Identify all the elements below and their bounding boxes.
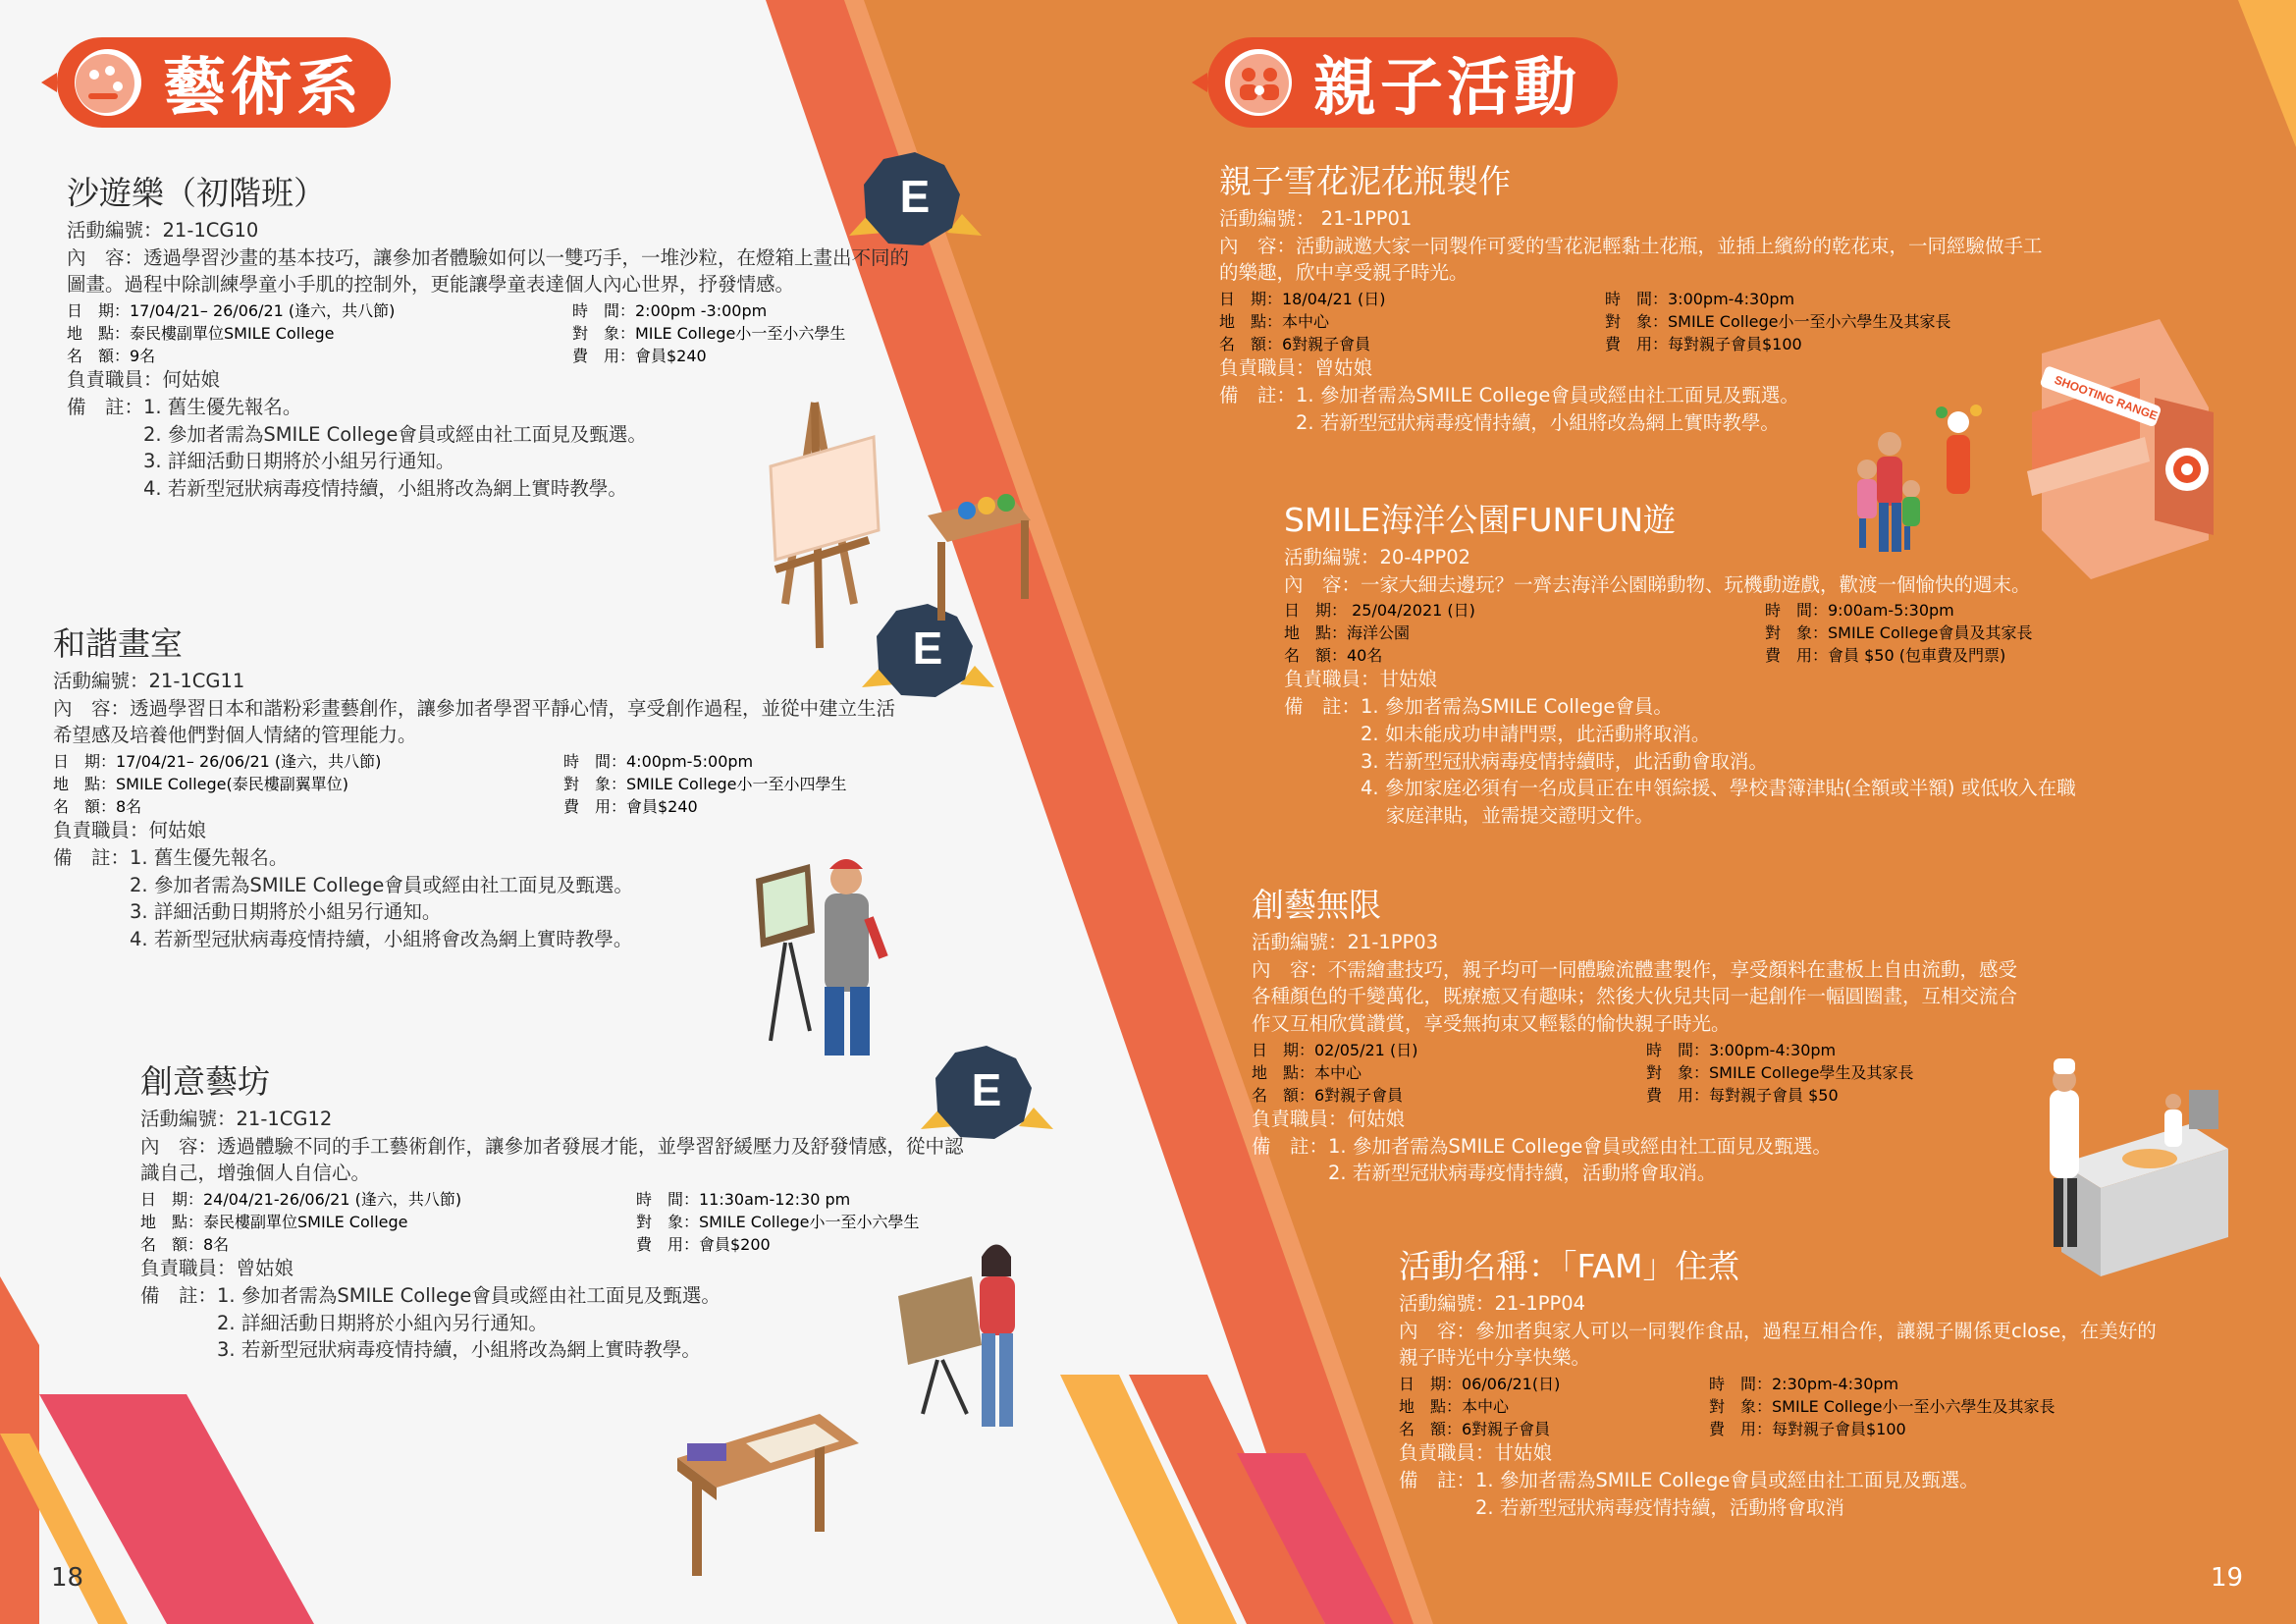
- activity-quota: 名 額：6對親子會員: [1252, 1085, 1404, 1105]
- activity-quota: 名 額：40名: [1284, 646, 1383, 666]
- activity-note: 家庭津貼，並需提交證明文件。: [1361, 803, 1654, 827]
- activity-staff: 負責職員：何姑娘: [67, 368, 221, 392]
- activity-venue: 地 點：SMILE College(泰民樓副翼單位): [53, 775, 348, 794]
- activity-date: 日 期：24/04/21-26/06/21 (逢六，共八節): [140, 1190, 462, 1210]
- activity-title: 和諧畫室: [53, 624, 183, 663]
- page-number-left: 18: [51, 1563, 84, 1593]
- activity-code: 活動編號：21-1PP04: [1399, 1292, 1586, 1315]
- activity-note: 3. 詳細活動日期將於小組另行通知。: [130, 900, 442, 924]
- activity-content-line: 希望感及培養他們對個人情緒的管理能力。: [53, 724, 417, 747]
- activity-code: 活動編號：21-1CG12: [140, 1108, 333, 1130]
- activity-title: 創意藝坊: [140, 1062, 270, 1101]
- activity-target: 對 象：MILE College小一至小六學生: [572, 324, 846, 344]
- activity-code: 活動編號：20-4PP02: [1284, 546, 1471, 568]
- activity-code: 活動編號：21-1CG11: [53, 670, 245, 692]
- activity-target: 對 象：SMILE College小一至小六學生及其家長: [1709, 1397, 2056, 1417]
- activity-time: 時 間：2:00pm -3:00pm: [572, 301, 768, 321]
- activity-time: 時 間：3:00pm-4:30pm: [1646, 1040, 1837, 1059]
- activity-content-line: 內 容：不需繪畫技巧，親子均可一同體驗流體畫製作，享受顏料在畫板上自由流動，感受: [1252, 957, 2018, 981]
- activity-title: SMILE海洋公園FUNFUN遊: [1284, 501, 1677, 539]
- activity-quota: 名 額：9名: [67, 347, 156, 366]
- activity-notes-label: 備 註：: [140, 1283, 218, 1307]
- activity-venue: 地 點：泰民樓副單位SMILE College: [67, 324, 335, 344]
- activity-note: 2. 參加者需為SMILE College會員或經由社工面見及甄選。: [130, 873, 633, 896]
- activity-note: 1. 參加者需為SMILE College會員。: [1361, 695, 1673, 719]
- svg-text:E: E: [899, 171, 931, 222]
- activity-content-line: 內 容：參加者與家人可以一同製作食品，過程互相合作，讓親子關係更close，在美好的: [1399, 1319, 2157, 1342]
- activity-content-line: 親子時光中分享快樂。: [1399, 1346, 1591, 1370]
- activity-title: 創藝無限: [1252, 886, 1381, 924]
- activity-fee: 費 用：會員$240: [572, 347, 707, 366]
- activity-note: 2. 若新型冠狀病毒疫情持續，小組將改為網上實時教學。: [1296, 410, 1780, 434]
- svg-text:E: E: [912, 623, 943, 674]
- activity-code: 活動編號：21-1CG10: [67, 219, 259, 242]
- activity-quota: 名 額：6對親子會員: [1399, 1420, 1551, 1439]
- activity-date: 日 期：17/04/21– 26/06/21 (逢六，共八節): [67, 301, 396, 321]
- activity-content-line: 內 容：透過體驗不同的手工藝術創作，讓參加者發展才能，並學習舒緩壓力及舒發情感，從中認: [140, 1134, 964, 1158]
- activity-quota: 名 額：8名: [140, 1235, 230, 1255]
- activity-notes-label: 備 註：: [1399, 1468, 1476, 1491]
- activity-title: 沙遊樂（初階班）: [67, 174, 326, 212]
- activity-note: 3. 若新型冠狀病毒疫情持續時，此活動會取消。: [1361, 749, 1768, 773]
- activity-content-line: 各種顏色的千變萬化，既療癒又有趣味；然後大伙兒共同一起創作一幅圓圈畫，互相交流合: [1252, 985, 2018, 1008]
- activity-code: 活動編號：21-1PP03: [1252, 931, 1439, 953]
- activity-quota: 名 額：8名: [53, 797, 142, 817]
- activity-venue: 地 點：本中心: [1252, 1062, 1362, 1082]
- activity-ocean-park-trip: [1284, 499, 2076, 830]
- activity-date: 日 期：18/04/21 (日): [1219, 290, 1386, 309]
- activity-content-line: 內 容：一家大細去邊玩？一齊去海洋公園睇動物、玩機動遊戲，歡渡一個愉快的週末。: [1284, 572, 2031, 596]
- activity-staff: 負責職員：曾姑娘: [1219, 356, 1373, 380]
- activity-notes-label: 備 註：: [1284, 695, 1362, 719]
- activity-note: 2. 若新型冠狀病毒疫情持續，活動將會取消。: [1328, 1162, 1717, 1185]
- activity-note: 2. 若新型冠狀病毒疫情持續，活動將會取消: [1475, 1495, 1844, 1519]
- activity-venue: 地 點：泰民樓副單位SMILE College: [140, 1213, 408, 1232]
- activity-staff: 負責職員：曾姑娘: [140, 1257, 294, 1280]
- activity-venue: 地 點：本中心: [1399, 1397, 1510, 1417]
- activity-time: 時 間：2:30pm-4:30pm: [1709, 1375, 1899, 1394]
- family-section-title: 親子活動: [1313, 52, 1580, 125]
- activity-staff: 負責職員：甘姑娘: [1284, 668, 1438, 691]
- activity-note: 4. 若新型冠狀病毒疫情持續，小組將會改為網上實時教學。: [130, 927, 633, 950]
- activity-time: 時 間：9:00am-5:30pm: [1765, 601, 1954, 621]
- activity-notes-label: 備 註：: [1219, 383, 1297, 406]
- activity-staff: 負責職員：甘姑娘: [1399, 1441, 1553, 1465]
- activity-content-line: 內 容：活動誠邀大家一同製作可愛的雪花泥輕黏土花瓶，並插上繽紛的乾花束，一同經驗做手工: [1219, 234, 2043, 257]
- activity-note: 1. 參加者需為SMILE College會員或經由社工面見及甄選。: [1296, 383, 1799, 406]
- activity-notes-label: 備 註：: [67, 395, 144, 418]
- activity-creative-unlimited: [1252, 884, 2017, 1187]
- activity-target: 對 象：SMILE College小一至小四學生: [563, 775, 847, 794]
- activity-target: 對 象：SMILE College小一至小六學生: [636, 1213, 920, 1232]
- activity-staff: 負責職員：何姑娘: [1252, 1107, 1406, 1130]
- activity-note: 4. 若新型冠狀病毒疫情持續，小組將改為網上實時教學。: [143, 476, 627, 500]
- activity-content-line: 圖畫。過程中除訓練學童小手肌的控制外，更能讓學童表達個人內心世界，抒發情感。: [67, 273, 795, 297]
- activity-fee: 費 用：每對親子會員$100: [1709, 1420, 1906, 1439]
- activity-title: 親子雪花泥花瓶製作: [1219, 162, 1511, 200]
- activity-content-line: 內 容：透過學習日本和諧粉彩畫藝創作，讓參加者學習平靜心情，享受創作過程，並從中建立生活: [53, 696, 896, 720]
- activity-venue: 地 點：海洋公園: [1284, 623, 1411, 643]
- activity-date: 日 期：17/04/21– 26/06/21 (逢六，共八節): [53, 752, 382, 772]
- activity-venue: 地 點：本中心: [1219, 312, 1330, 332]
- shooting-range-sign: SHOOTING RANGE: [2052, 372, 2160, 423]
- activity-target: 對 象：SMILE College學生及其家長: [1646, 1062, 1914, 1082]
- activity-note: 1. 參加者需為SMILE College會員或經由社工面見及甄選。: [1475, 1468, 1979, 1491]
- activity-fam-cooking: [1399, 1245, 2157, 1521]
- activity-title: 活動名稱：「FAM」住煮: [1399, 1247, 1740, 1285]
- page-number-right: 19: [2211, 1563, 2244, 1593]
- activity-note: 1. 舊生優先報名。: [130, 845, 289, 869]
- activity-time: 時 間：4:00pm-5:00pm: [563, 752, 754, 772]
- activity-time: 時 間：3:00pm-4:30pm: [1605, 290, 1795, 309]
- activity-note: 1. 參加者需為SMILE College會員或經由社工面見及甄選。: [1328, 1134, 1832, 1158]
- activity-note: 2. 如未能成功申請門票，此活動將取消。: [1361, 722, 1711, 745]
- svg-text:E: E: [971, 1064, 1002, 1115]
- activity-date: 日 期：06/06/21(日): [1399, 1375, 1561, 1394]
- activity-date: 日 期： 25/04/2021 (日): [1284, 601, 1475, 621]
- activity-note: 1. 舊生優先報名。: [143, 395, 302, 418]
- activity-target: 對 象：SMILE College小一至小六學生及其家長: [1605, 312, 1951, 332]
- activity-content-line: 內 容：透過學習沙畫的基本技巧，讓參加者體驗如何以一雙巧手，一堆沙粒，在燈箱上畫出不同的: [67, 245, 910, 269]
- activity-fee: 費 用：會員$200: [636, 1235, 771, 1255]
- art-section-title: 藝術系: [163, 52, 363, 125]
- activity-fee: 費 用：每對親子會員$100: [1605, 335, 1802, 354]
- activity-fee: 費 用：每對親子會員 $50: [1646, 1085, 1839, 1105]
- activity-note: 2. 詳細活動日期將於小組內另行通知。: [217, 1311, 548, 1334]
- activity-fee: 費 用：會員$240: [563, 797, 698, 817]
- activity-snow-clay-vase: [1219, 160, 2043, 436]
- activity-content-line: 的樂趣，欣中享受親子時光。: [1219, 261, 1468, 285]
- activity-quota: 名 額：6對親子會員: [1219, 335, 1371, 354]
- activity-date: 日 期：02/05/21 (日): [1252, 1040, 1418, 1059]
- activity-note: 3. 若新型冠狀病毒疫情持續，小組將改為網上實時教學。: [217, 1338, 701, 1362]
- activity-code: 活動編號： 21-1PP01: [1219, 207, 1413, 230]
- activity-staff: 負責職員：何姑娘: [53, 819, 207, 842]
- activity-note: 3. 詳細活動日期將於小組另行通知。: [143, 450, 455, 473]
- activity-notes-label: 備 註：: [1252, 1134, 1329, 1158]
- activity-content-line: 作又互相欣賞讚賞，享受無拘束又輕鬆的愉快親子時光。: [1252, 1012, 1731, 1036]
- activity-time: 時 間：11:30am-12:30 pm: [636, 1190, 851, 1210]
- activity-notes-label: 備 註：: [53, 845, 131, 869]
- activity-target: 對 象：SMILE College會員及其家長: [1765, 623, 2033, 643]
- activity-content-line: 識自己，增強個人自信心。: [140, 1162, 371, 1185]
- activity-fee: 費 用：會員 $50 (包車費及門票): [1765, 646, 2006, 666]
- activity-note: 4. 參加家庭必須有一名成員正在申領綜援、學校書簿津貼(全額或半額) 或低收入在職: [1361, 777, 2076, 800]
- activity-note: 2. 參加者需為SMILE College會員或經由社工面見及甄選。: [143, 422, 647, 446]
- activity-note: 1. 參加者需為SMILE College會員或經由社工面見及甄選。: [217, 1283, 721, 1307]
